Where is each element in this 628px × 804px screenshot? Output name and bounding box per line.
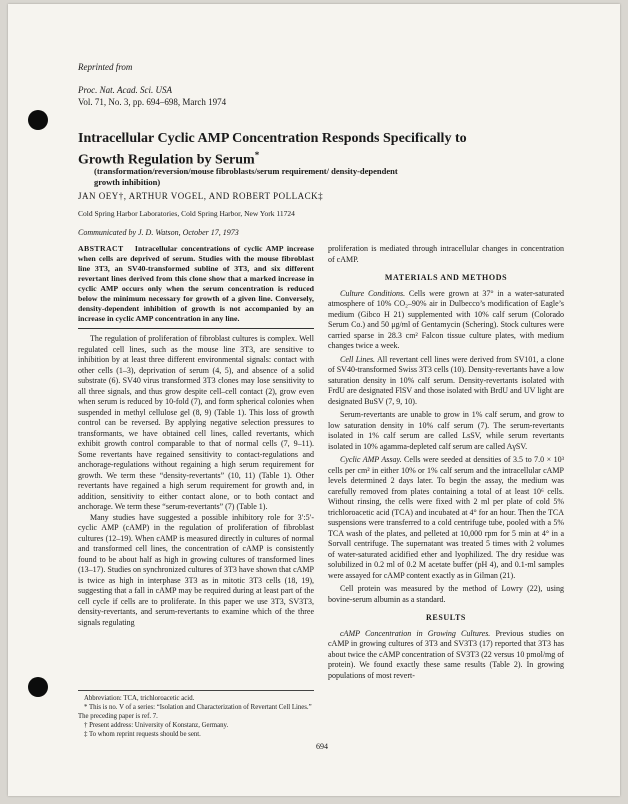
body-paragraph: The regulation of proliferation of fibroblast cultures is complex. Well regulated cell lines, such as the mouse line 3T3, are sensitive to inhibition by at least three different environmental signals: contact with other cells (1–3), deprivation of serum (4, 5), and absence of a solid substrate (6). SV40 virus transformed 3T3 clones may lose sensitivity to all three signals, and thus grow despite cell–cell contact (2), grow even when serum is reduced by 10-fold (7), and form spherical colonies when suspended in methyl cellulose gel (8, 9) (Table 1). This loss of growth control can be reversed. By applying negative selection pressures to transformants, we have obtained cell lines, called revertants, which exhibit growth control comparable to that of normal cells (7, 9–11). Some revertants have regained sensitivity to contact-regulations and anchorage-regulations without regaining a high serum requirement for growth. We term these “density-revertants” (10, 11) (Table 1). Other revertants have regained a high serum requirement for growth and, in addition, sensitivity to either contact alone, or to both contact and anchorage. We term these “serum-revertants” (7) (Table 1). (78, 334, 314, 511)
footnote-address: † Present address: University of Konstanz, Germany. (84, 722, 229, 729)
reprinted-from-label: Reprinted from (78, 62, 133, 72)
body-paragraph: proliferation is mediated through intracellular changes in concentration of cAMP. (328, 244, 564, 264)
results-heading: RESULTS (426, 613, 466, 622)
abstract (78, 244, 314, 329)
paragraph-text: Cell protein was measured by the method of Lowry (22), using bovine-serum albumin as a standard. (328, 584, 564, 604)
volume-line: Vol. 71, No. 3, pp. 694–698, March 1974 (78, 97, 227, 107)
footnotes (78, 690, 314, 739)
results-paragraph (328, 629, 564, 682)
abstract-label: ABSTRACT (78, 244, 124, 253)
title-text: Intracellular Cyclic AMP Concentration Responds Specifically to Growth Regulation by Serum (78, 131, 467, 168)
paragraph-text: All revertant cell lines were derived from SV101, a clone of SV40-transformed Swiss 3T3 cells (10). Density-revertants have a low saturation density in 10% calf serum. Density-revertants isolated with FrdU are designated FlSV and those isolated with BrdU and UV light are designated BuSV (7, 9, 10). (328, 354, 565, 406)
left-column (78, 244, 314, 628)
journal-name: Proc. Nat. Acad. Sci. USA (78, 85, 172, 95)
methods-paragraph (328, 410, 564, 452)
title-footnote-mark: * (254, 150, 260, 160)
footnote-abbreviation: Abbreviation: TCA, trichloroacetic acid. (84, 695, 195, 702)
reprint-header (78, 61, 226, 108)
methods-paragraph (328, 289, 564, 352)
right-column (328, 244, 564, 681)
methods-paragraph (328, 584, 564, 605)
page-number: 694 (316, 742, 328, 751)
paragraph-text: Serum-revertants are unable to grow in 1% calf serum, and grow to low saturation density in 10% calf serum (7). The serum-revertants isolated in 1% calf serum are called LsSV, while serum revertants isolated in 10% agamma-depleted calf serum are called AγSV. (328, 410, 564, 451)
runin-heading: cAMP Concentration in Growing Cultures. (340, 628, 491, 638)
runin-heading: Cell Lines. (340, 354, 376, 364)
paragraph-text: Cells were grown at 37° in a water-saturated atmosphere of 10% CO₂–90% air in Dulbecco’s modification of Eagle’s medium (Gibco H 21) supplemented with 10% calf serum (Colorado Serum Co.) and 50 μg/ml of Gentamycin (Schering). Stock cultures were carried sparse in 28.3 cm² Falcon tissue culture plates, with medium changes twice a week. (328, 288, 564, 350)
methods-heading: MATERIALS AND METHODS (384, 273, 508, 282)
abstract-text: Intracellular concentrations of cyclic AMP increase when cells are deprived of serum. Studies with the mouse fibroblast line 3T3, an SV40-transformed subline of 3T3, and six different revertant lines derived from this clone show that a marked increase in cyclic AMP occurs only when the serum concentration is reduced below the minimum necessary for growth of a given line. Conversely, density-dependent inhibition of growth is not accompanied by an increase in cyclic AMP concentration in any line. (78, 244, 314, 323)
paper-title (78, 130, 498, 169)
footnote-series: * This is no. V of a series: “Isolation and Characterization of Revertant Cell Lines.” The preceding paper is ref. 7. (78, 704, 312, 720)
authors: JAN OEY†, ARTHUR VOGEL, AND ROBERT POLLACK‡ (78, 191, 324, 201)
paragraph-text: Previous studies on cAMP in growing cultures of 3T3 and SV3T3 (17) reported that 3T3 has about twice the cAMP concentration of SV3T3 (22 versus 10 pmol/mg of protein). We found exactly these same results (Table 2). In growing populations of most revert- (328, 628, 564, 680)
methods-paragraph (328, 455, 564, 581)
affiliation: Cold Spring Harbor Laboratories, Cold Spring Harbor, New York 11724 (78, 209, 295, 218)
keywords: (transformation/reversion/mouse fibroblasts/serum requirement/ density-dependent growth inhibition) (94, 166, 398, 187)
binder-hole-bottom (28, 677, 48, 697)
runin-heading: Culture Conditions. (340, 288, 406, 298)
citation (78, 84, 226, 108)
footnote-reprints: ‡ To whom reprint requests should be sent. (84, 731, 201, 738)
binder-hole-top (28, 110, 48, 130)
paper-page (8, 4, 620, 796)
body-paragraph: Many studies have suggested a possible inhibitory role for 3′:5′-cyclic AMP (cAMP) in the regulation of proliferation of fibroblast cultures (12–19). When cAMP is measured directly in cultures of normal and transformed cell lines, the concentration of cAMP is consistently found to be about half as high in growing cultures of transformed lines (13–17). Studies on synchronized cultures of 3T3 have shown that cAMP is twice as high in interphase 3T3 as in mitotic 3T3 cells (18, 19), suggesting that a fall in cAMP may be required during at least part of the cell cycle if cells are to proliferate. In this paper we use 3T3, SV3T3, density-revertants, and serum-revertants to examine which of the three signals regulating (78, 512, 314, 627)
paragraph-text: Cells were seeded at densities of 3.5 to 7.0 × 10³ cells per cm² in either 10% or 1% calf serum and the intracellular cAMP levels determined 2 days later. To begin the assay, the medium was carefully removed from plates containing a total of at least 10⁶ cells. Without rinsing, the cells were fixed with 2 ml per plate of cold 5% trichloroacetic acid (TCA) and incubated at 4° for an hour. Then the TCA suspensions were transferred to a cold centrifuge tube, pooled with a 5% TCA wash of the plates, and pelleted at 10,000 rpm for 5 min at 4° in a Sorvall centrifuge. The supernatant was treated 5 times with 2 volumes of water-saturated acidified ether and lyophilized. The dry residue was solubilized in 0.2 ml of 0.2 M acetate buffer (pH 4), and 0.1-ml samples were assayed for cAMP content exactly as in Gilman (21). (328, 455, 564, 580)
runin-heading: Cyclic AMP Assay. (340, 455, 402, 464)
methods-paragraph (328, 355, 564, 408)
communicated-by: Communicated by J. D. Watson, October 17, 1973 (78, 228, 239, 237)
